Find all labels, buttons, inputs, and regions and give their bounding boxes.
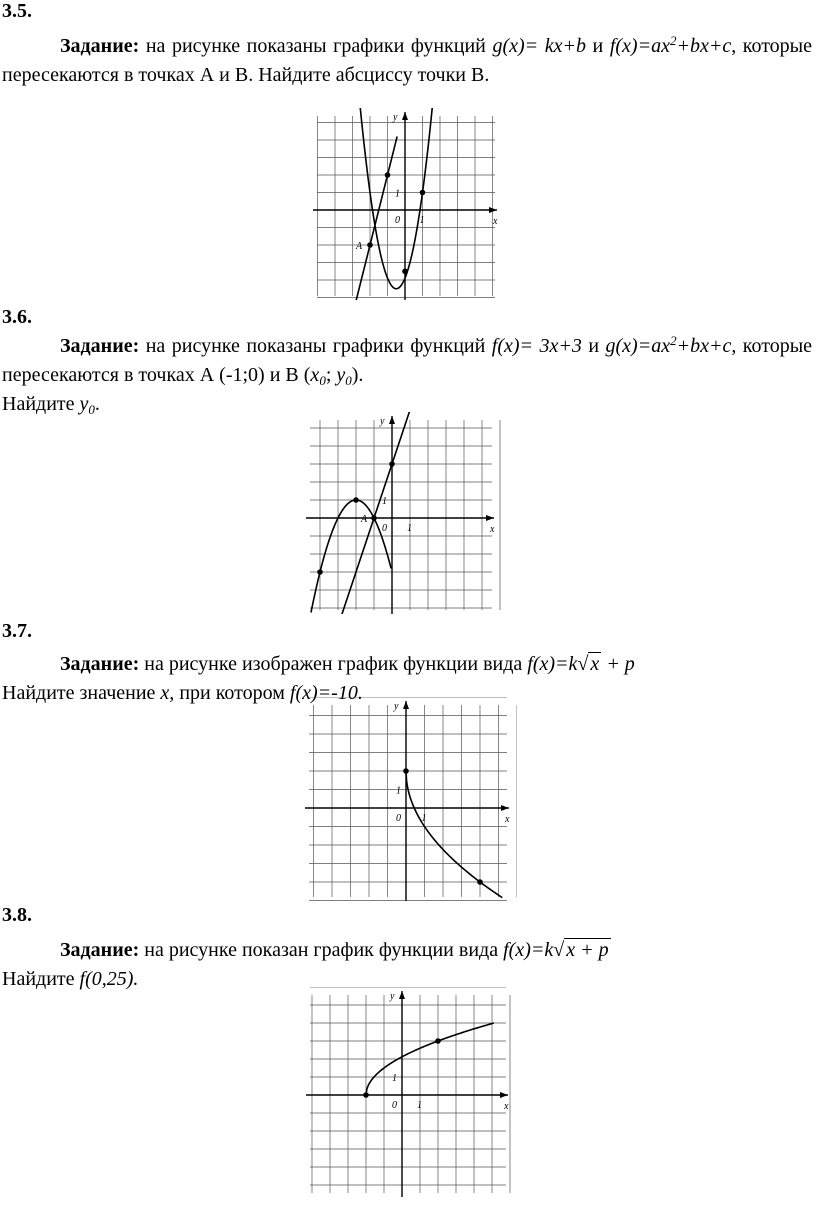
task-lead: Задание: [60,335,140,357]
task-text: Задание: на рисунке показаны графики функций g(x)= kx+b и $f(x)=ax^2+bx+c$, которые пересекаются в точках А и В. Найдите абсциссу точки В. [2,33,813,86]
task-lead: Задание: [60,653,140,675]
marked-point [402,268,408,274]
function-curve [311,500,391,613]
y-axis-arrow [389,416,395,424]
y-axis-label: y [390,991,395,1002]
function-curve [339,412,425,614]
origin-label: 0 [392,1100,397,1111]
task-lead: Задание: [60,939,140,961]
marked-point [389,461,395,467]
point-a-label: A [356,241,363,252]
marked-point [363,1092,369,1098]
marked-point [385,172,391,178]
task-text: Задание: на рисунке изображен график функции вида f(x)=k√ x + p Найдите значение x, при котором f(x)=-10. [2,653,635,704]
task-number: 3.8. [2,904,32,926]
x-axis-arrow [501,805,509,811]
x-axis-label: x [490,524,495,535]
graph-3-7 [305,697,517,901]
origin-label: 0 [395,215,400,226]
y-tick-label: 1 [396,785,401,797]
marked-point [403,768,409,774]
marked-point [367,242,373,248]
graph-3-5 [313,108,505,300]
origin-label: 0 [396,813,401,824]
task-text: Задание: на рисунке показан график функции вида f(x)=k√ x + p Найдите f(0,25). [2,939,609,990]
x-axis-label: x [504,1101,509,1112]
function-curve [406,771,502,898]
x-tick-label: 1 [419,215,425,226]
task-number: 3.6. [2,306,32,328]
marked-point [353,497,359,503]
function-curve [354,137,397,301]
x-axis-arrow [500,1092,508,1098]
y-axis-arrow [403,701,409,709]
y-axis-arrow [402,112,408,120]
x-tick-label: 1 [417,1100,422,1111]
x-axis-arrow [489,207,497,213]
y-axis-label: y [393,112,398,123]
marked-point [317,569,323,575]
x-axis-label: x [505,814,510,825]
y-tick-label: 1 [395,188,400,200]
point-a-label: A [361,514,368,525]
y-axis-label: y [380,416,385,427]
graph-3-8 [306,987,516,1197]
marked-point [371,515,377,521]
y-tick-label: 1 [382,496,387,507]
origin-label: 0 [382,523,387,534]
y-tick-label: 1 [392,1073,397,1084]
y-axis-label: y [394,701,399,712]
marked-point [435,1038,441,1044]
x-axis-label: x [493,216,498,227]
task-text: Задание: на рисунке показаны графики функций f(x)= 3x+3 и $g(x)=ax^2+bx+c$, которые пересекаются в точках А (-1;0) и В ($x_0$; $y_0$). Найдите $y_0$. [2,333,813,417]
x-axis-arrow [486,515,494,521]
marked-point [420,190,426,196]
x-tick-label: 1 [421,813,427,824]
x-tick-label: 1 [407,523,412,534]
graph-3-6 [306,412,502,614]
task-lead: Задание: [60,35,140,57]
y-axis-arrow [399,991,405,999]
task-number: 3.7. [2,620,32,642]
task-number: 3.5. [2,0,32,22]
marked-point [477,879,483,885]
